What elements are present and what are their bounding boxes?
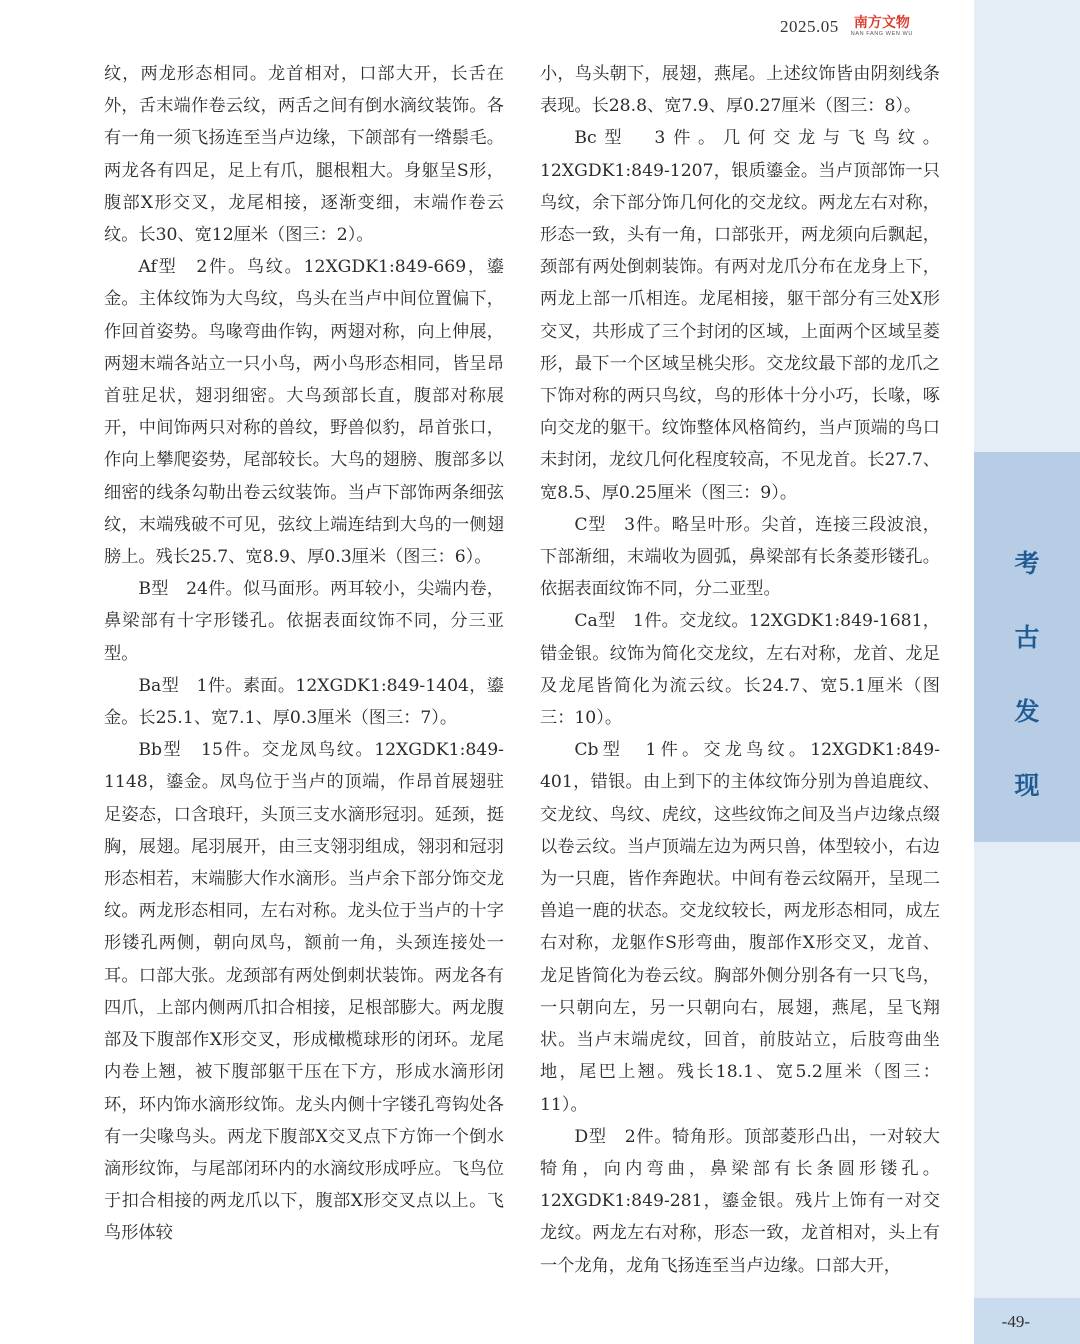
page-number: -49- [1001,1312,1030,1331]
journal-logo [851,16,913,38]
paragraph: 小，鸟头朝下，展翅，燕尾。上述纹饰皆由阴刻线条表现。长28.8、宽7.9、厚0.27厘米（图三：8）。 [540,64,940,117]
section-tab-char: 古 [1014,623,1040,652]
paragraph: C型 3件。略呈叶形。尖首，连接三段波浪，下部渐细，末端收为圆弧，鼻梁部有长条菱形镂孔。依据表面纹饰不同，分二亚型。 [540,514,940,600]
section-tab-label [974,527,1080,823]
paragraph: Cb型 1件。交龙鸟纹。12XGDK1:849-401，错银。由上到下的主体纹饰分别为兽追鹿纹、交龙纹、鸟纹、虎纹，这些纹饰之间及当卢边缘点缀以卷云纹。当卢顶端左边为两只兽，体型较小，右边为一只鹿，皆作奔跑状。中间有卷云纹隔开，呈现二兽追一鹿的状态。交龙纹较长，两龙形态相同，成左右对称，龙躯作S形弯曲，腹部作X形交叉，龙首、龙足皆简化为卷云纹。胸部外侧分别各有一只飞鸟，一只朝向左，另一只朝向右，展翅，燕尾，呈飞翔状。当卢末端虎纹，回首，前肢站立，后肢弯曲坐地，尾巴上翘。残长18.1、宽5.2厘米（图三：11）。 [540,740,940,1115]
logo-chinese: 南方文物 [853,15,910,32]
issue-date: 2025.05 [780,17,839,36]
section-tab-char: 发 [1014,697,1040,726]
paragraph: Ca型 1件。交龙纹。12XGDK1:849-1681，错金银。纹饰为简化交龙纹，左右对称，龙首、龙足及龙尾皆简化为流云纹。长24.7、宽5.1厘米（图三：10）。 [540,611,940,729]
section-tab [974,452,1080,842]
sidebar-band-top [974,0,1080,452]
logo-english: NAN FANG WEN WU [850,31,913,38]
paragraph: Bc型 3件。几何交龙与飞鸟纹。12XGDK1:849-1207，银质鎏金。当卢顶部饰一只鸟纹，余下部分饰几何化的交龙纹。两龙左右对称，形态一致，头有一角，口部张开，两龙须向后飘起，颈部有两处倒刺装饰。有两对龙爪分布在龙身上下，两龙上部一爪相连。龙尾相接，躯干部分有三处X形交叉，共形成了三个封闭的区域，上面两个区域呈菱形，最下一个区域呈桃尖形。交龙纹最下部的龙爪之下饰对称的两只鸟纹，鸟的形体十分小巧，长喙，啄向交龙的躯干。纹饰整体风格简约，当卢顶端的鸟口未封闭，龙纹几何化程度较高，不见龙首。长27.7、宽8.5、厚0.25厘米（图三：9）。 [540,128,940,503]
paragraph: Ba型 1件。素面。12XGDK1:849-1404，鎏金。长25.1、宽7.1、厚0.3厘米（图三：7）。 [104,675,504,729]
right-column [540,58,940,1282]
paragraph: B型 24件。似马面形。两耳较小，尖端内卷，鼻梁部有十字形镂孔。依据表面纹饰不同，分三亚型。 [104,579,504,664]
paragraph: Bb型 15件。交龙凤鸟纹。12XGDK1:849-1148，鎏金。凤鸟位于当卢的顶端，作昂首展翅驻足姿态，口含琅玕，头顶三支水滴形冠羽。延颈，挺胸，展翅。尾羽展开，由三支翎羽组成，翎羽和冠羽形态相若，末端膨大作水滴形。当卢余下部分饰交龙纹。两龙形态相同，左右对称。龙头位于当卢的十字形镂孔两侧，朝向凤鸟，额前一角，头颈连接处一耳。口部大张。龙颈部有两处倒刺状装饰。两龙各有四爪，上部内侧两爪扣合相接，足根部膨大。两龙腹部及下腹部作X形交叉，形成橄榄球形的闭环。龙尾内卷上翘，被下腹部躯干压在下方，形成水滴形闭环，环内饰水滴形纹饰。龙头内侧十字镂孔弯钩处各有一尖喙鸟头。两龙下腹部X交叉点下方饰一个倒水滴形纹饰，与尾部闭环内的水滴纹形成呼应。飞鸟位于扣合相接的两龙爪以下，腹部X形交叉点以上。飞鸟形体较 [104,740,504,1244]
section-tab-char: 考 [1014,549,1040,578]
paragraph: Af型 2件。鸟纹。12XGDK1:849-669，鎏金。主体纹饰为大鸟纹，鸟头在当卢中间位置偏下，作回首姿势。鸟喙弯曲作钩，两翅对称，向上伸展，两翅末端各站立一只小鸟，两小鸟形态相同，皆呈昂首驻足状，翅羽细密。大鸟颈部长直，腹部对称展开，中间饰两只对称的兽纹，野兽似豹，昂首张口，作向上攀爬姿势，尾部较长。大鸟的翅膀、腹部多以细密的线条勾勒出卷云纹装饰。当卢下部饰两条细弦纹，末端残破不可见，弦纹上端连结到大鸟的一侧翅膀上。残长25.7、宽8.9、厚0.3厘米（图三：6）。 [104,257,504,568]
left-column [104,58,504,1250]
section-tab-char: 现 [1014,771,1040,800]
page-number-box [974,1298,1080,1344]
page-header [780,10,913,44]
sidebar-band-bottom [974,842,1080,1298]
paragraph: D型 2件。犄角形。顶部菱形凸出，一对较大犄角，向内弯曲，鼻梁部有长条圆形镂孔。12XGDK1:849-281，鎏金银。残片上饰有一对交龙纹。两龙左右对称，形态一致，龙首相对，头上有一个龙角，龙角飞扬连至当卢边缘。口部大开， [540,1126,940,1276]
paragraph: 纹，两龙形态相同。龙首相对，口部大开，长舌在外，舌末端作卷云纹，两舌之间有倒水滴纹装饰。各有一角一须飞扬连至当卢边缘，下颌部有一绺鬃毛。两龙各有四足，足上有爪，腿根粗大。身躯呈S形，腹部X形交叉，龙尾相接，逐渐变细，末端作卷云纹。长30、宽12厘米（图三：2）。 [104,64,504,246]
